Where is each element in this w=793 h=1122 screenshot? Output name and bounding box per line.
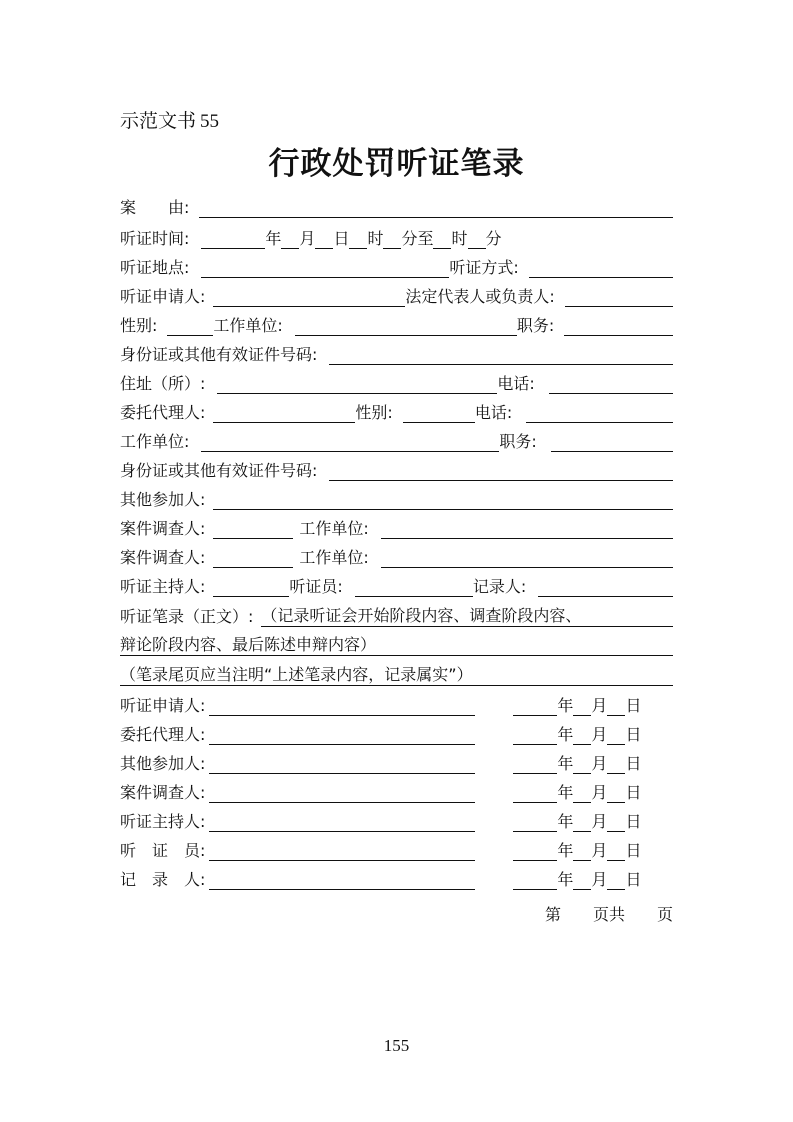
- legal-rep-label: 法定代表人或负责人:: [405, 287, 555, 306]
- investigator-label: 案件调查人:: [120, 519, 206, 538]
- sign-day-field[interactable]: [607, 696, 625, 716]
- case-reason-field[interactable]: [199, 198, 673, 218]
- recorder-label: 记录人:: [472, 577, 527, 596]
- record-end-note[interactable]: （笔录尾页应当注明“上述笔录内容，记录属实”）: [120, 665, 673, 686]
- sign-year-field[interactable]: [513, 696, 557, 716]
- record-end-row: [120, 658, 673, 686]
- address-row: [120, 366, 673, 394]
- page-title: 行政处罚听证笔录: [268, 146, 525, 182]
- sign-year-field[interactable]: [513, 783, 557, 803]
- hearing-method-field[interactable]: [529, 258, 673, 278]
- investigator-field[interactable]: [213, 519, 293, 539]
- sign-month-unit: 月: [591, 783, 608, 802]
- minute-to-unit: 分至: [401, 229, 434, 248]
- investigator-row: [120, 511, 673, 539]
- case-reason-label: 案 由:: [120, 198, 190, 217]
- agent-id-label: 身份证或其他有效证件号码:: [120, 461, 318, 480]
- signature-label: 听证申请人:: [120, 696, 206, 715]
- signature-row: [120, 833, 673, 861]
- address-field[interactable]: [217, 374, 497, 394]
- sign-day-field[interactable]: [607, 754, 625, 774]
- hearing-method-label: 听证方式:: [449, 258, 519, 277]
- page-number: 155: [383, 1036, 410, 1055]
- gender-field[interactable]: [167, 316, 213, 336]
- day-field[interactable]: [315, 229, 333, 249]
- sign-year-unit: 年: [557, 841, 574, 860]
- sign-day-field[interactable]: [607, 725, 625, 745]
- id-number-field[interactable]: [329, 345, 673, 365]
- agent-phone-field[interactable]: [526, 403, 673, 423]
- agent-row: [120, 395, 673, 423]
- record-body-note-1[interactable]: （记录听证会开始阶段内容、调查阶段内容、: [261, 606, 673, 627]
- sign-month-field[interactable]: [573, 754, 591, 774]
- month-unit: 月: [299, 229, 316, 248]
- agent-field[interactable]: [213, 403, 355, 423]
- sign-year-unit: 年: [557, 725, 574, 744]
- position-label: 职务:: [516, 316, 555, 335]
- signature-label: 委托代理人:: [120, 725, 206, 744]
- hearing-place-label: 听证地点:: [120, 258, 190, 277]
- sign-month-field[interactable]: [573, 783, 591, 803]
- other-participants-label: 其他参加人:: [120, 490, 206, 509]
- sign-month-unit: 月: [591, 841, 608, 860]
- signature-row: [120, 862, 673, 890]
- investigator2-work-unit-field[interactable]: [381, 548, 673, 568]
- day-unit: 日: [333, 229, 350, 248]
- signature-field[interactable]: [209, 754, 475, 774]
- other-participants-field[interactable]: [213, 490, 673, 510]
- investigator2-field[interactable]: [213, 548, 293, 568]
- sign-month-unit: 月: [591, 725, 608, 744]
- investigator-work-unit-field[interactable]: [381, 519, 673, 539]
- year-unit: 年: [265, 229, 282, 248]
- phone-field[interactable]: [549, 374, 673, 394]
- investigator2-label: 案件调查人:: [120, 548, 206, 567]
- applicant-field[interactable]: [213, 287, 405, 307]
- sign-month-unit: 月: [591, 754, 608, 773]
- sign-month-field[interactable]: [573, 812, 591, 832]
- sign-month-field[interactable]: [573, 870, 591, 890]
- hearing-place-row: [120, 250, 673, 278]
- record-body-label: 听证笔录（正文）:: [120, 607, 254, 626]
- hearing-place-field[interactable]: [201, 258, 449, 278]
- minute-end-field[interactable]: [468, 229, 486, 249]
- record-body-row: [120, 599, 673, 627]
- sign-year-field[interactable]: [513, 870, 557, 890]
- host-label: 听证主持人:: [120, 577, 206, 596]
- sign-year-unit: 年: [557, 870, 574, 889]
- legal-rep-field[interactable]: [565, 287, 673, 307]
- agent-label: 委托代理人:: [120, 403, 206, 422]
- sign-month-field[interactable]: [573, 725, 591, 745]
- document-label: [120, 106, 219, 133]
- sign-day-unit: 日: [625, 725, 642, 744]
- signature-row: [120, 804, 673, 832]
- agent-position-label: 职务:: [499, 432, 537, 451]
- sign-month-unit: 月: [591, 812, 608, 831]
- signature-field[interactable]: [209, 696, 475, 716]
- host-field[interactable]: [213, 577, 289, 597]
- signature-row: [120, 688, 673, 716]
- sign-year-field[interactable]: [513, 725, 557, 745]
- other-participants-row: [120, 482, 673, 510]
- recorder-field[interactable]: [538, 577, 673, 597]
- hour-end-unit: 时: [451, 229, 468, 248]
- sign-year-unit: 年: [557, 783, 574, 802]
- address-label: 住址（所）:: [120, 374, 206, 393]
- sign-year-unit: 年: [557, 696, 574, 715]
- signature-field[interactable]: [209, 725, 475, 745]
- signature-label: 听 证 员:: [120, 841, 206, 860]
- work-unit-label: 工作单位:: [213, 316, 283, 335]
- sign-day-unit: 日: [625, 754, 642, 773]
- sign-year-field[interactable]: [513, 812, 557, 832]
- investigator-row-2: [120, 540, 673, 568]
- sign-month-field[interactable]: [573, 696, 591, 716]
- hour-unit: 时: [367, 229, 384, 248]
- pager: 第 页共 页: [544, 905, 673, 924]
- sign-day-field[interactable]: [607, 841, 625, 861]
- signature-label: 案件调查人:: [120, 783, 206, 802]
- sign-day-unit: 日: [625, 696, 642, 715]
- record-body-row-2: [120, 628, 673, 656]
- applicant-label: 听证申请人:: [120, 287, 206, 306]
- sign-day-unit: 日: [625, 841, 642, 860]
- id-number-label: 身份证或其他有效证件号码:: [120, 345, 318, 364]
- sign-month-unit: 月: [591, 870, 608, 889]
- signature-label: 记 录 人:: [120, 870, 206, 889]
- hearing-officer-label: 听证员:: [289, 577, 343, 596]
- hour-end-field[interactable]: [433, 229, 451, 249]
- agent-id-field[interactable]: [329, 461, 673, 481]
- sign-year-unit: 年: [557, 812, 574, 831]
- sign-month-unit: 月: [591, 696, 608, 715]
- sign-year-field[interactable]: [513, 841, 557, 861]
- agent-gender-label: 性别:: [355, 403, 393, 422]
- sign-day-field[interactable]: [607, 783, 625, 803]
- applicant-row: [120, 279, 673, 307]
- signature-label: 听证主持人:: [120, 812, 206, 831]
- sign-day-field[interactable]: [607, 870, 625, 890]
- sign-day-field[interactable]: [607, 812, 625, 832]
- minute-end-unit: 分: [485, 229, 502, 248]
- document-number: 55: [200, 111, 220, 132]
- hour-field[interactable]: [349, 229, 367, 249]
- signature-row: [120, 717, 673, 745]
- signature-field[interactable]: [209, 870, 475, 890]
- agent-work-row: [120, 424, 673, 452]
- agent-position-field[interactable]: [551, 432, 673, 452]
- agent-gender-field[interactable]: [403, 403, 475, 423]
- sign-day-unit: 日: [625, 812, 642, 831]
- phone-label: 电话:: [497, 374, 535, 393]
- sign-year-unit: 年: [557, 754, 574, 773]
- sign-year-field[interactable]: [513, 754, 557, 774]
- agent-work-unit-label: 工作单位:: [120, 432, 190, 451]
- investigator-work-unit-label: 工作单位:: [299, 519, 369, 538]
- case-reason-row: [120, 190, 673, 218]
- minute-from-field[interactable]: [383, 229, 401, 249]
- agent-phone-label: 电话:: [474, 403, 513, 422]
- month-field[interactable]: [281, 229, 299, 249]
- work-unit-field[interactable]: [295, 316, 517, 336]
- gender-row: [120, 308, 673, 336]
- year-field[interactable]: [201, 229, 265, 249]
- record-body-note-2[interactable]: 辩论阶段内容、最后陈述申辩内容）: [120, 635, 673, 656]
- signature-field[interactable]: [209, 783, 475, 803]
- host-row: [120, 569, 673, 597]
- hearing-time-row: [120, 221, 673, 249]
- signature-field[interactable]: [209, 841, 475, 861]
- sign-month-field[interactable]: [573, 841, 591, 861]
- id-number-row: [120, 337, 673, 365]
- signature-row: [120, 775, 673, 803]
- sign-day-unit: 日: [625, 870, 642, 889]
- hearing-officer-field[interactable]: [355, 577, 473, 597]
- agent-id-row: [120, 453, 673, 481]
- agent-work-unit-field[interactable]: [201, 432, 499, 452]
- hearing-time-label: 听证时间:: [120, 229, 190, 248]
- position-field[interactable]: [564, 316, 673, 336]
- gender-label: 性别:: [120, 316, 158, 335]
- investigator2-work-unit-label: 工作单位:: [299, 548, 369, 567]
- signature-field[interactable]: [209, 812, 475, 832]
- document-label-text: 示范文书: [120, 110, 197, 132]
- sign-day-unit: 日: [625, 783, 642, 802]
- signature-row: [120, 746, 673, 774]
- signature-label: 其他参加人:: [120, 754, 206, 773]
